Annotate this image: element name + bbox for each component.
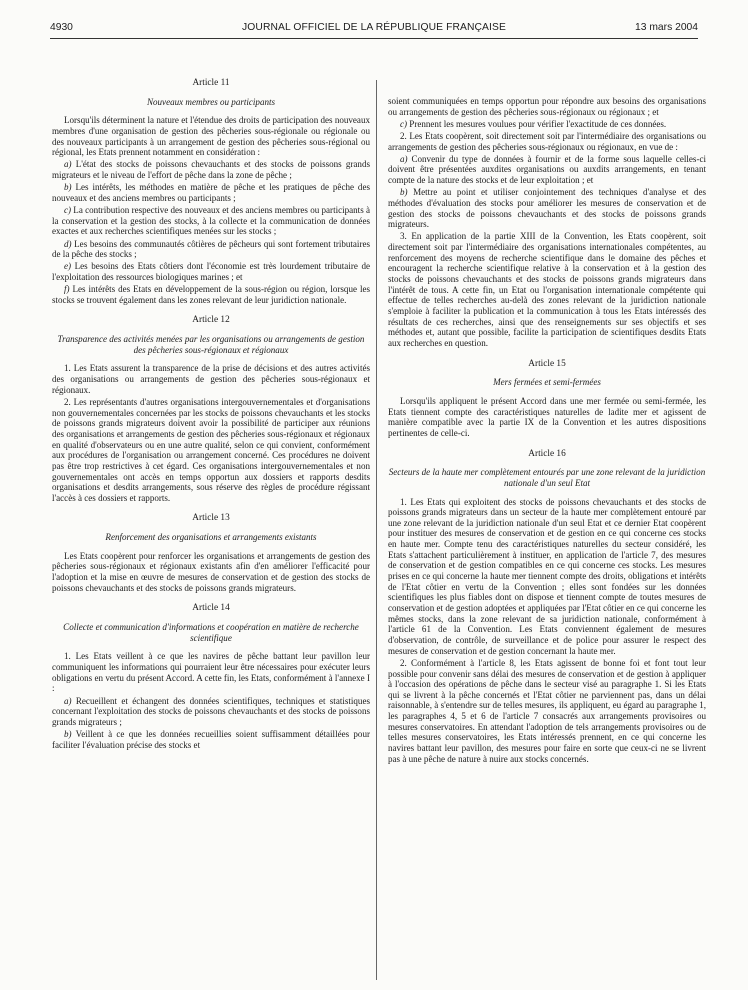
page-number: 4930 <box>50 22 73 33</box>
article-title: Secteurs de la haute mer complètement entourés par une zone relevant de la juridiction nationale d'un seul Etat <box>388 467 706 488</box>
paragraph: Lorsqu'ils déterminent la nature et l'étendue des droits de participation des nouveaux membres d'une organisation de gestion des pêcheries sous-régionale ou régionale ou des nouveaux participants à un arrangement de gestion des pêcheries sous-régional ou régional, les Etats prennent notamment en considération : <box>52 115 370 158</box>
column-separator <box>376 80 377 980</box>
list-item-label: c) <box>64 205 72 216</box>
article-title: Nouveaux membres ou participants <box>146 96 276 107</box>
list-item-label: a) <box>400 153 408 164</box>
list-item-text: Prennent les mesures voulues pour vérifier l'exactitude de ces données. <box>409 118 667 129</box>
article-heading: Article 16 <box>528 448 566 459</box>
paragraph: 3. En application de la partie XIII de la Convention, les Etats coopèrent, soit directement soit par l'intermédiaire des organisations internationales compétentes, au renforcement des moyens de recherche scientifique dans le domaine des pêches et encouragent la recherche scientifique relative à la conservation et à la gestion des stocks de poissons chevauchants et des stocks de poissons grands migrateurs dans l'intérêt de tous. A cette fin, un Etat ou l'organisation internationale compétente qui effectue de telles recherches au-delà des zones relevant de la juridiction nationale s'emploie à faciliter la publication et la communication à tous les Etats intéressés des résultats de ces recherches, ainsi que des renseignements sur ses objectifs et ses méthodes et, autant que possible, facilite la participation de scientifiques desdits Etats aux recherches en question. <box>388 231 706 348</box>
paragraph: Lorsqu'ils appliquent le présent Accord dans une mer fermée ou semi-fermée, les Etats tiennent compte des caractéristiques naturelles de ladite mer et agissent de manière compatible avec la partie IX de la Convention et les autres dispositions pertinentes de celle-ci. <box>388 395 706 438</box>
list-item-label: f) <box>64 284 70 295</box>
list-item-label: a) <box>64 159 72 170</box>
list-item <box>52 159 370 180</box>
list-item-text: L'état des stocks de poissons chevauchants et des stocks de poissons grands migrateurs et le niveau de l'effort de pêche dans la zone de pêche ; <box>52 159 371 181</box>
list-item <box>388 119 706 130</box>
paragraph: 2. Conformément à l'article 8, les Etats agissent de bonne foi et font tout leur possible pour convenir sans délai des mesures de conservation et de gestion à appliquer à l'occasion des opérations de pêche dans le secteur visé au paragraphe 1. Si les Etats qui se livrent à la pêche concernés et l'Etat côtier ne parviennent pas, dans un délai raisonnable, à s'entendre sur de telles mesures, ils appliquent, eu égard au paragraphe 1, les paragraphes 4, 5 et 6 de l'article 7 consacrés aux arrangements provisoires ou mesures conservatoires. En attendant l'adoption de tels arrangements provisoires ou de telles mesures conservatoires, les Etats intéressés prennent, en ce qui concerne les navires battant leur pavillon, des mesures pour faire en sorte que ceux-ci ne se livrent pas à une pêche de nature à nuire aux stocks concernés. <box>388 657 706 764</box>
list-item-text: Convenir du type de données à fournir et de la forme sous laquelle celles-ci doivent être présentées auxdites organisations ou auxdits arrangements, en tenant compte de la nature des stocks et de leur exploitation ; et <box>388 153 706 186</box>
publication-date: 13 mars 2004 <box>635 22 698 33</box>
paragraph: 1. Les Etats veillent à ce que les navires de pêche battant leur pavillon leur communiquent les informations qui pourraient leur être nécessaires pour exécuter leurs obligations en vertu du présent Accord. A cette fin, les Etats, conformément à l'annexe I : <box>52 651 370 694</box>
article-heading: Article 12 <box>192 315 230 326</box>
list-item-label: b) <box>64 182 72 193</box>
article-title: Renforcement des organisations et arrangements existants <box>105 532 317 543</box>
journal-title: JOURNAL OFFICIEL DE LA RÉPUBLIQUE FRANÇAISE <box>242 22 506 33</box>
paragraph: 1. Les Etats assurent la transparence de la prise de décisions et des autres activités des organisations ou arrangements de gestion des pêcheries sous-régionaux et régionaux. <box>52 363 370 395</box>
article-heading: Article 11 <box>192 78 230 88</box>
article-heading: Article 15 <box>528 358 566 369</box>
list-item <box>52 182 370 203</box>
list-item <box>52 239 370 260</box>
paragraph: soient communiquées en temps opportun pour répondre aux besoins des organisations ou arrangements de gestion des pêcheries sous-régionaux ou régionaux ; et <box>388 96 706 117</box>
list-item-label: e) <box>64 261 72 272</box>
list-item-text: Recueillent et échangent des données scientifiques, techniques et statistiques concernant l'exploitation des stocks de poissons chevauchants et des stocks de poissons grands migrateurs ; <box>52 695 370 727</box>
list-item <box>52 205 370 237</box>
list-item-text: Mettre au point et utiliser conjointement des techniques d'analyse et des méthodes d'évaluation des stocks pour améliorer les mesures de conservation et de gestion des stocks de poissons chevauchants et des stocks de poissons grands migrateurs. <box>388 187 706 230</box>
paragraph: 2. Les représentants d'autres organisations intergouvernementales et d'organisations non gouvernementales concernées par les stocks de poissons chevauchants et les stocks de poissons grands migrateurs doivent avoir la possibilité de participer aux réunions des organisations et arrangements de gestion des pêcheries sous-régionaux et régionaux en qualité d'observateurs ou en une autre qualité, selon ce qui convient, conformément aux procédures de l'organisation ou arrangement concerné. Ces procédures ne doivent pas être trop restrictives à cet égard. Ces organisations intergouvernementales et non gouvernementales ont accès en temps opportun aux dossiers et rapports desdits organisations et desdits arrangements, sous réserve des règles de procédure régissant l'accès à ces dossiers et rapports. <box>52 396 370 503</box>
list-item <box>388 154 706 186</box>
list-item-label: a) <box>64 695 72 706</box>
list-item-text: La contribution respective des nouveaux et des anciens membres ou participants à la conservation et la gestion des stocks, à la collecte et la communication de données exactes et aux recherches scientifiques menées sur les stocks ; <box>52 205 370 237</box>
list-item-text: Veillent à ce que les données recueillies soient suffisamment détaillées pour faciliter l'évaluation précise des stocks et <box>52 728 370 750</box>
list-item-label: b) <box>400 187 408 198</box>
list-item <box>388 187 706 230</box>
article-title: Transparence des activités menées par les organisations ou arrangements de gestion des pêcheries sous-régionaux et régionaux <box>57 334 365 355</box>
right-column <box>388 96 706 766</box>
list-item-text: Les besoins des Etats côtiers dont l'économie est très lourdement tributaire de l'exploitation des ressources biologiques marines ; et <box>52 261 370 282</box>
list-item <box>52 696 370 728</box>
paragraph: 1. Les Etats qui exploitent des stocks de poissons chevauchants et des stocks de poissons grands migrateurs dans un secteur de la haute mer complètement entouré par une zone relevant de la juridiction nationale d'un seul Etat et ce dernier Etat coopèrent pour instituer des mesures de conservation et de gestion en ce qui concerne ces stocks en haute mer. Compte tenu des caractéristiques naturelles du secteur considéré, les Etats s'attachent particulièrement à instituer, en application de l'article 7, des mesures de conservation et de gestion compatibles en ce qui concerne ces stocks. Les mesures prises en ce qui concerne la haute mer tiennent compte des droits, obligations et intérêts de l'Etat côtier en vertu de la Convention ; elles sont fondées sur les données scientifiques les plus fiables dont on dispose et tiennent compte de toutes mesures de conservation et de gestion adoptées et appliquées par l'Etat côtier en ce qui concerne les mêmes stocks, dans la zone relevant de sa juridiction nationale, conformément à l'article 61 de la Convention. Les Etats conviennent également de mesures d'observation, de contrôle, de surveillance et de police pour assurer le respect des mesures de conservation et de gestion concernant la haute mer. <box>388 496 706 656</box>
list-item-label: d) <box>64 238 72 249</box>
list-item <box>52 284 370 305</box>
paragraph: 2. Les Etats coopèrent, soit directement soit par l'intermédiaire des organisations ou arrangements de gestion des pêcheries sous-régionaux ou régionaux, en vue de : <box>388 130 706 152</box>
list-item <box>52 729 370 750</box>
list-item-text: Les intérêts, les méthodes en matière de pêche et les pratiques de pêche des nouveaux et des anciens membres ou participants ; <box>52 182 370 203</box>
paragraph: Les Etats coopèrent pour renforcer les organisations et arrangements de gestion des pêcheries sous-régionaux et régionaux existants afin d'en améliorer l'efficacité pour l'adoption et la mise en œuvre de mesures de conservation et de gestion des stocks de poissons chevauchants et des stocks de poissons grands migrateurs. <box>52 550 370 593</box>
article-heading: Article 14 <box>192 603 230 614</box>
list-item-label: c) <box>400 118 408 129</box>
article-title: Collecte et communication d'informations et coopération en matière de recherche scientifique <box>63 622 359 643</box>
list-item-text: Les besoins des communautés côtières de pêcheurs qui sont fortement tributaires de la pêche des stocks ; <box>52 238 370 260</box>
list-item <box>52 261 370 282</box>
header-rule <box>50 38 698 39</box>
article-title: Mers fermées et semi-fermées <box>493 377 601 388</box>
list-item-label: b) <box>64 728 72 739</box>
left-column <box>52 78 370 752</box>
list-item-text: Les intérêts des Etats en développement de la sous-région ou région, lorsque les stocks se trouvent également dans les zones relevant de leur juridiction nationale. <box>52 284 371 305</box>
article-heading: Article 13 <box>192 513 230 524</box>
